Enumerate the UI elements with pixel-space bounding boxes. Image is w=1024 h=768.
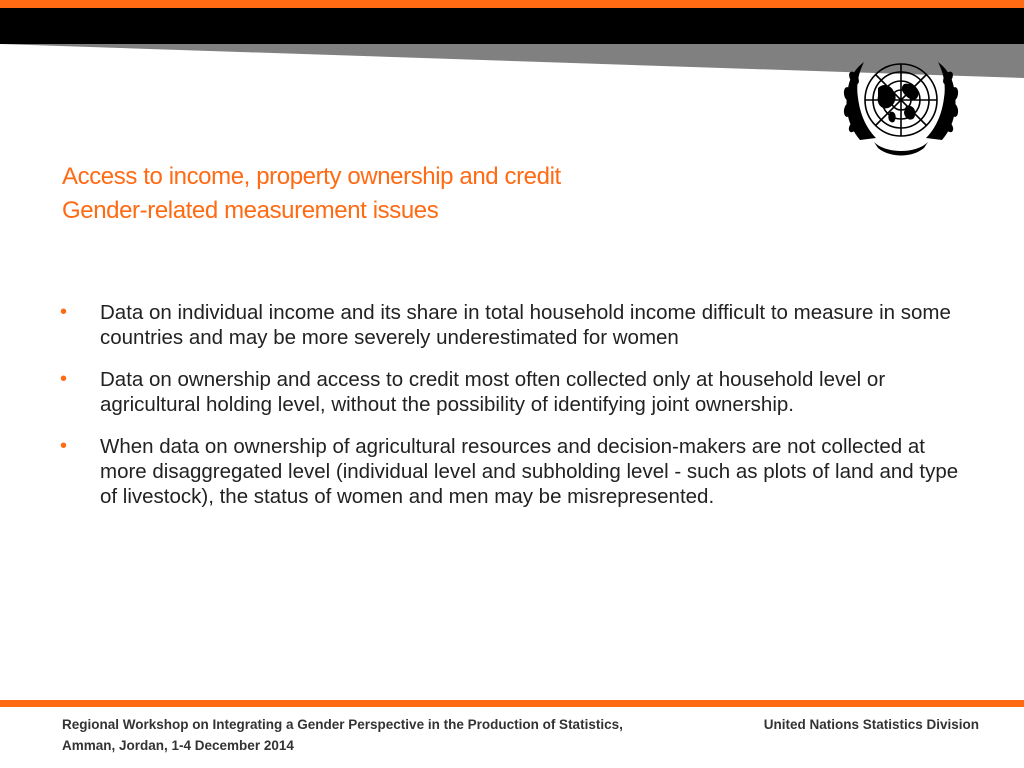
top-header-bar [0, 8, 1024, 44]
slide-title-line-1: Access to income, property ownership and credit [62, 163, 561, 190]
bullet-item [60, 367, 970, 417]
slide-title-line-2: Gender-related measurement issues [62, 197, 439, 224]
top-accent-bar [0, 0, 1024, 8]
footer-accent-bar [0, 700, 1024, 707]
bullet-item [60, 434, 970, 509]
bullet-marker: • [60, 435, 68, 457]
bullet-marker: • [60, 368, 68, 390]
bullet-text: When data on ownership of agricultural resources and decision-makers are not collected at more disaggregated level (individual level and subholding level - such as plots of land and type of livestock), the status of women and men may be misrepresented. [100, 435, 959, 508]
slide-title [62, 160, 762, 228]
footer-organization-text: United Nations Statistics Division [763, 717, 979, 732]
un-emblem-icon [834, 48, 968, 162]
footer-event-text: Regional Workshop on Integrating a Gender Perspective in the Production of Statistics, Amman, Jordan, 1-4 December 2014 [62, 717, 623, 753]
bullet-item [60, 300, 970, 350]
bullet-text: Data on individual income and its share in total household income difficult to measure in some countries and may be more severely underestimated for women [100, 301, 951, 349]
bullet-text: Data on ownership and access to credit most often collected only at household level or agricultural holding level, without the possibility of identifying joint ownership. [100, 368, 886, 416]
bullet-list [60, 300, 970, 526]
bullet-marker: • [60, 301, 68, 323]
